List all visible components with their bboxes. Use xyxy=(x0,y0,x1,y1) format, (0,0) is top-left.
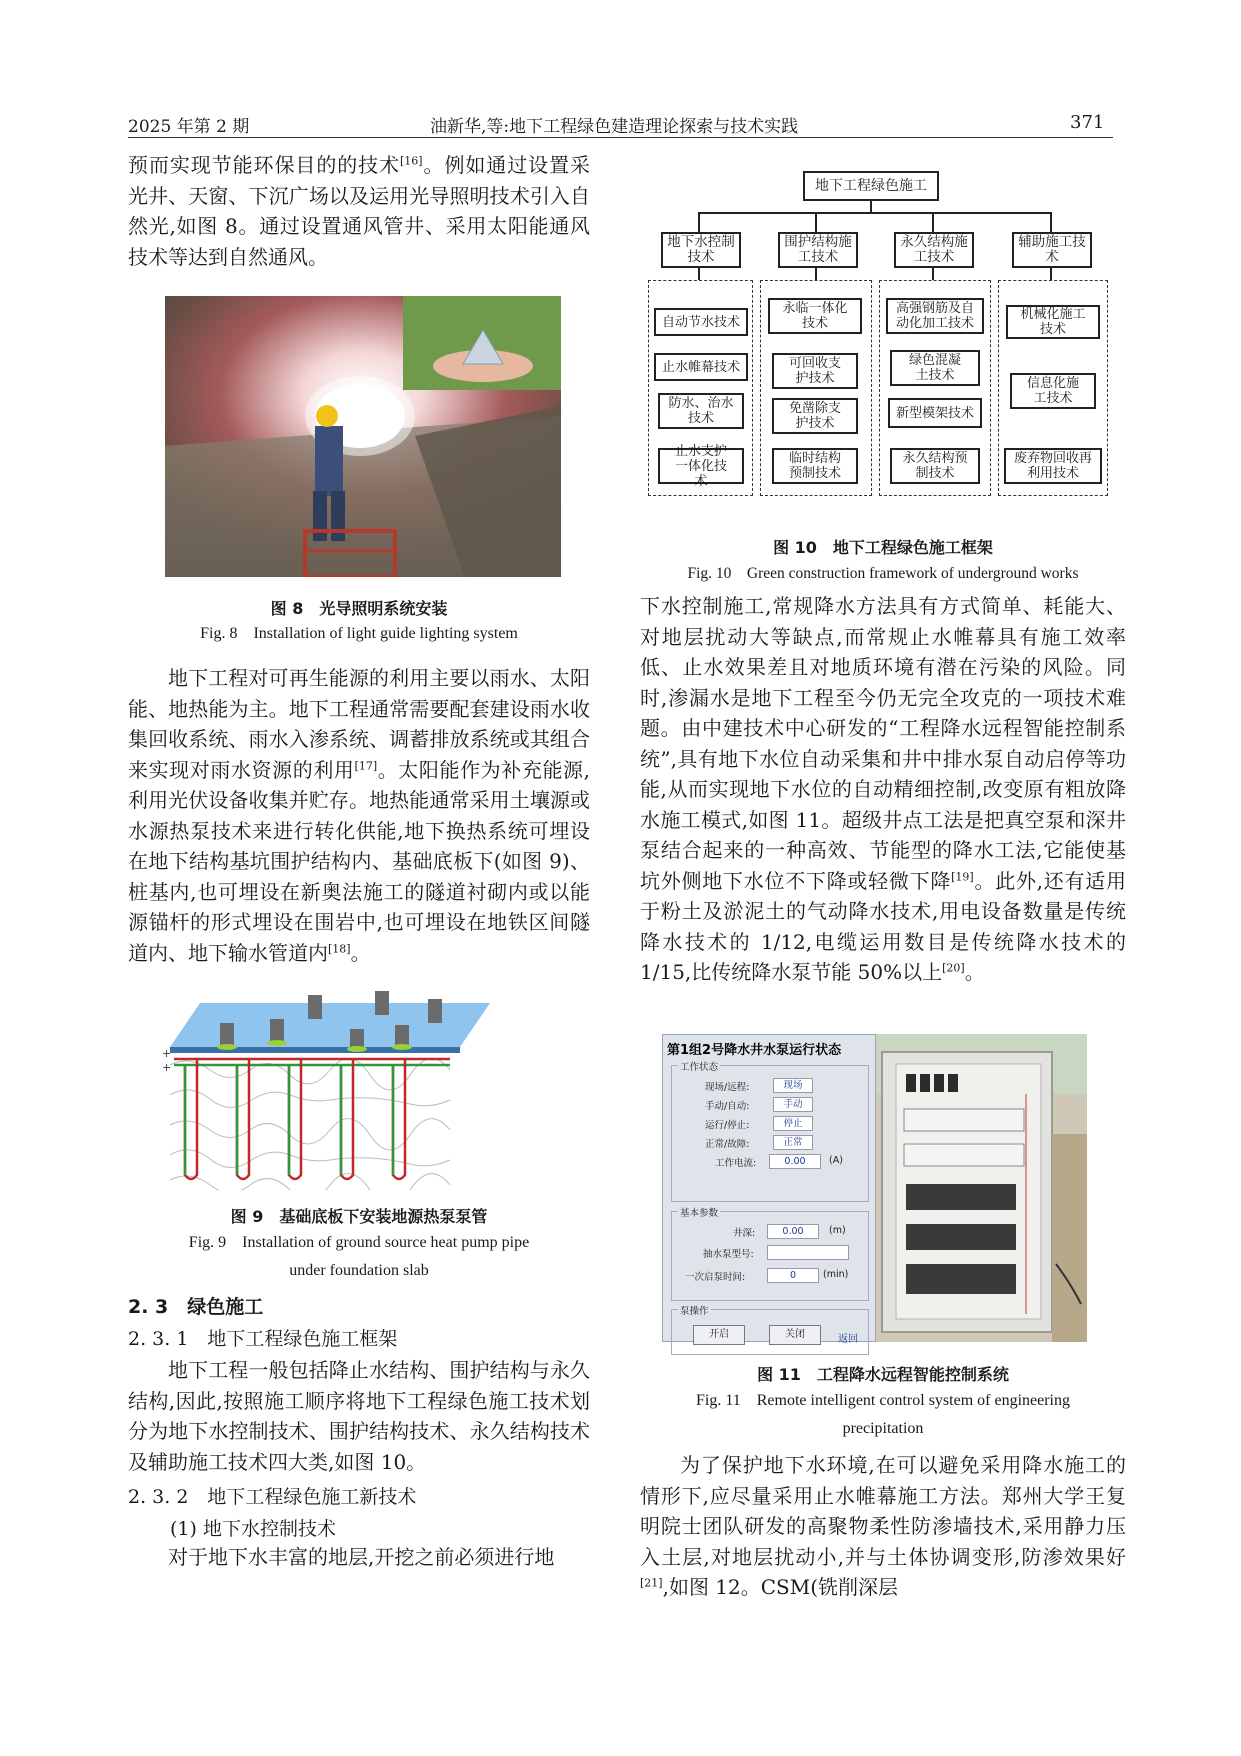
journal-issue: 2025 年第 2 期 xyxy=(128,117,250,137)
fig11-caption-en-1: Fig. 11 Remote intelligent control system of engineering xyxy=(695,1392,1070,1409)
auto-label: 手动/自动: xyxy=(705,1101,750,1112)
fig11-caption-en-2: precipitation xyxy=(842,1420,924,1437)
auto-value: 手动 xyxy=(773,1097,813,1112)
fault-value: 正常 xyxy=(773,1135,813,1150)
run-value: 停止 xyxy=(773,1116,813,1131)
framework-diagram xyxy=(648,168,1118,518)
category-auxiliary: 辅助施工技术 xyxy=(1012,232,1092,268)
pump-status-panel xyxy=(662,1034,876,1342)
back-link[interactable]: 返回 xyxy=(838,1334,858,1345)
tech-perm-prefab: 永久结构预制技术 xyxy=(890,448,980,484)
depth-value: 0.00 xyxy=(767,1224,819,1239)
section-2-3-1: 2. 3. 1 地下工程绿色施工框架 xyxy=(128,1328,398,1350)
fig9-caption-en-1: Fig. 9 Installation of ground source heat pump pipe xyxy=(188,1234,530,1251)
tech-rebar-processing: 高强钢筋及自动化加工技术 xyxy=(886,298,984,334)
panel-title: 第1组2号降水井水泵运行状态 xyxy=(667,1043,842,1058)
tech-auto-water-saving: 自动节水技术 xyxy=(654,308,748,336)
params-label: 基本参数 xyxy=(678,1205,720,1219)
fig8-caption-en: Fig. 8 Installation of light guide lighting system xyxy=(200,625,518,642)
svg-text:+: + xyxy=(162,1061,172,1074)
pump-model-label: 抽水泵型号: xyxy=(703,1249,754,1260)
connector xyxy=(1050,212,1052,232)
tech-green-concrete: 绿色混凝土技术 xyxy=(890,350,980,386)
depth-label: 井深: xyxy=(733,1228,756,1239)
category-retaining: 围护结构施工技术 xyxy=(778,232,858,268)
paragraph-3 xyxy=(128,1355,590,1477)
connector xyxy=(698,268,700,280)
p1-text: 预而实现节能环保目的的技术 xyxy=(128,153,401,177)
p1-text-b: 。例如通过设置采光井、天窗、下沉广场以及运用光导照明技术引入自然光,如图 8。通过设置通风管井、采用太阳能通风技术等达到自然通风。 xyxy=(128,153,591,269)
ref-17: [17] xyxy=(354,758,378,772)
tech-mechanized: 机械化施工技术 xyxy=(1006,305,1100,339)
tech-new-formwork: 新型模架技术 xyxy=(888,398,982,428)
page-number: 371 xyxy=(1070,112,1105,133)
current-value: 0.00 xyxy=(769,1154,821,1169)
pump-model-value xyxy=(767,1245,849,1260)
work-status-group xyxy=(671,1062,869,1202)
p2-text-b: 。太阳能作为补充能源,利用光伏设备收集并贮存。地热能通常采用土壤源或水源热泵技术来进行转化供能,地下换热系统可埋设在地下结构基坑围护结构内、基础底板下(如图 9)、桩基内,也可埋设在新奥法施工的隧道衬砌内或以能源锚杆的形式埋设在围岩中,也可埋设在地铁区间隧道内、地下输水管道内 xyxy=(128,757,591,965)
p6-text-b: ,如图 12。CSM(铣削深层 xyxy=(662,1575,899,1599)
start-time-value: 0 xyxy=(767,1268,819,1283)
paragraph-5 xyxy=(640,591,1126,988)
connector xyxy=(815,212,817,232)
connector xyxy=(698,212,700,232)
category-permanent: 永久结构施工技术 xyxy=(894,232,974,268)
current-unit: (A) xyxy=(829,1155,843,1166)
stop-pump-button[interactable]: 关闭 xyxy=(769,1325,821,1345)
subsection-1: (1) 地下水控制技术 xyxy=(170,1518,336,1540)
framework-root: 地下工程绿色施工 xyxy=(803,171,939,201)
section-2-3: 2. 3 绿色施工 xyxy=(128,1296,264,1318)
connector xyxy=(932,212,934,232)
p5-text-c: 。 xyxy=(964,960,985,984)
ref-21: [21] xyxy=(640,1576,663,1590)
svg-text:+: + xyxy=(162,1047,172,1060)
fig9-caption-en-2: under foundation slab xyxy=(289,1262,429,1279)
fault-label: 正常/故障: xyxy=(705,1139,750,1150)
p3-text: 地下工程一般包括降止水结构、围护结构与永久结构,因此,按照施工顺序将地下工程绿色施工技术划分为地下水控制技术、围护结构技术、永久结构技术及辅助施工技术四大类,如图 10。 xyxy=(128,1358,590,1474)
light-guide-installation-photo xyxy=(165,296,561,577)
start-pump-button[interactable]: 开启 xyxy=(693,1325,745,1345)
p5-text-b: 。此外,还有适用于粉土及淤泥土的气动降水技术,用电设备数量是传统降水技术的 1/12,电缆运用数目是传统降水技术的 1/15,比传统降水泵节能 50%以上 xyxy=(640,868,1127,984)
fig9-caption-zh: 图 9 基础底板下安装地源热泵泵管 xyxy=(230,1207,488,1226)
tech-waterproofing: 防水、治水技术 xyxy=(658,393,744,429)
current-label: 工作电流: xyxy=(715,1158,757,1169)
header-rule xyxy=(128,137,1113,138)
paragraph-6 xyxy=(640,1450,1126,1603)
p2-text: 地下工程对可再生能源的利用主要以雨水、太阳能、地热能为主。地下工程通常需要配套建设雨水收集回收系统、雨水入渗系统、调蓄排放系统或其组合来实现对雨水资源的利用 xyxy=(128,666,590,782)
tech-recyclable-support: 可回收支护技术 xyxy=(772,353,858,389)
remote-value: 现场 xyxy=(773,1078,813,1093)
tech-informatized: 信息化施工技术 xyxy=(1010,373,1096,409)
ref-18: [18] xyxy=(328,941,351,955)
fig11-caption-zh: 图 11 工程降水远程智能控制系统 xyxy=(757,1365,1009,1384)
tech-no-chisel-support: 免凿除支护技术 xyxy=(772,398,858,434)
control-cabinet-photo xyxy=(876,1034,1087,1342)
tech-waste-recycling: 废弃物回收再利用技术 xyxy=(1004,448,1102,484)
heat-pump-pipe-diagram xyxy=(160,975,490,1190)
p5-text: 下水控制施工,常规降水方法具有方式简单、耗能大、对地层扰动大等缺点,而常规止水帷幕具有施工效率低、止水效果差且对地质环境有潜在污染的风险。同时,渗漏水是地下工程至今仍无完全攻克的一项技术难题。由中建技术中心研发的“工程降水远程智能控制系统”,具有地下水位自动采集和井中排水泵自动启停等功能,从而实现地下水位的自动精细控制,改变原有粗放降水施工模式,如图 11。超级井点工法是把真空泵和深井泵结合起来的一种高效、节能型的降水工法,它能使基坑外侧地下水位不下降或轻微下降 xyxy=(640,594,1126,893)
run-label: 运行/停止: xyxy=(705,1120,750,1131)
tech-permanent-temporary: 永临一体化技术 xyxy=(768,298,862,334)
paragraph-2 xyxy=(128,663,590,968)
connector xyxy=(815,268,817,280)
category-groundwater: 地下水控制技术 xyxy=(661,232,741,268)
start-time-unit: (min) xyxy=(823,1269,849,1280)
ref-19: [19] xyxy=(951,869,974,883)
work-status-label: 工作状态 xyxy=(678,1059,720,1073)
fig10-caption-en: Fig. 10 Green construction framework of underground works xyxy=(687,565,1079,582)
paragraph-1 xyxy=(128,150,590,272)
pump-ops-label: 泵操作 xyxy=(678,1303,711,1317)
fig10-caption-zh: 图 10 地下工程绿色施工框架 xyxy=(773,538,993,557)
remote-label: 现场/远程: xyxy=(705,1082,750,1093)
depth-unit: (m) xyxy=(829,1225,846,1236)
paragraph-4 xyxy=(128,1542,590,1573)
running-title: 油新华,等:地下工程绿色建造理论探索与技术实践 xyxy=(430,117,799,137)
ref-16: [16] xyxy=(400,154,423,168)
connector xyxy=(698,212,1052,214)
ref-20: [20] xyxy=(942,961,965,975)
tech-temp-prefab: 临时结构预制技术 xyxy=(772,448,858,484)
connector xyxy=(932,268,934,280)
connector xyxy=(1050,268,1052,280)
start-time-label: 一次启泵时间: xyxy=(685,1272,746,1283)
p6-text: 为了保护地下水环境,在可以避免采用降水施工的情形下,应尽量采用止水帷幕施工方法。郑州大学王复明院士团队研发的高聚物柔性防渗墙技术,采用静力压入土层,对地层扰动小,并与土体协调变形,防渗效果好 xyxy=(640,1453,1126,1569)
p2-text-c: 。 xyxy=(350,940,371,965)
p4-text: 对于地下水丰富的地层,开挖之前必须进行地 xyxy=(168,1545,555,1569)
tech-support-integration: 止水支护一体化技术 xyxy=(658,448,744,484)
section-2-3-2: 2. 3. 2 地下工程绿色施工新技术 xyxy=(128,1486,417,1508)
fig8-caption-zh: 图 8 光导照明系统安装 xyxy=(270,599,448,618)
tech-waterproof-curtain: 止水帷幕技术 xyxy=(654,353,748,381)
